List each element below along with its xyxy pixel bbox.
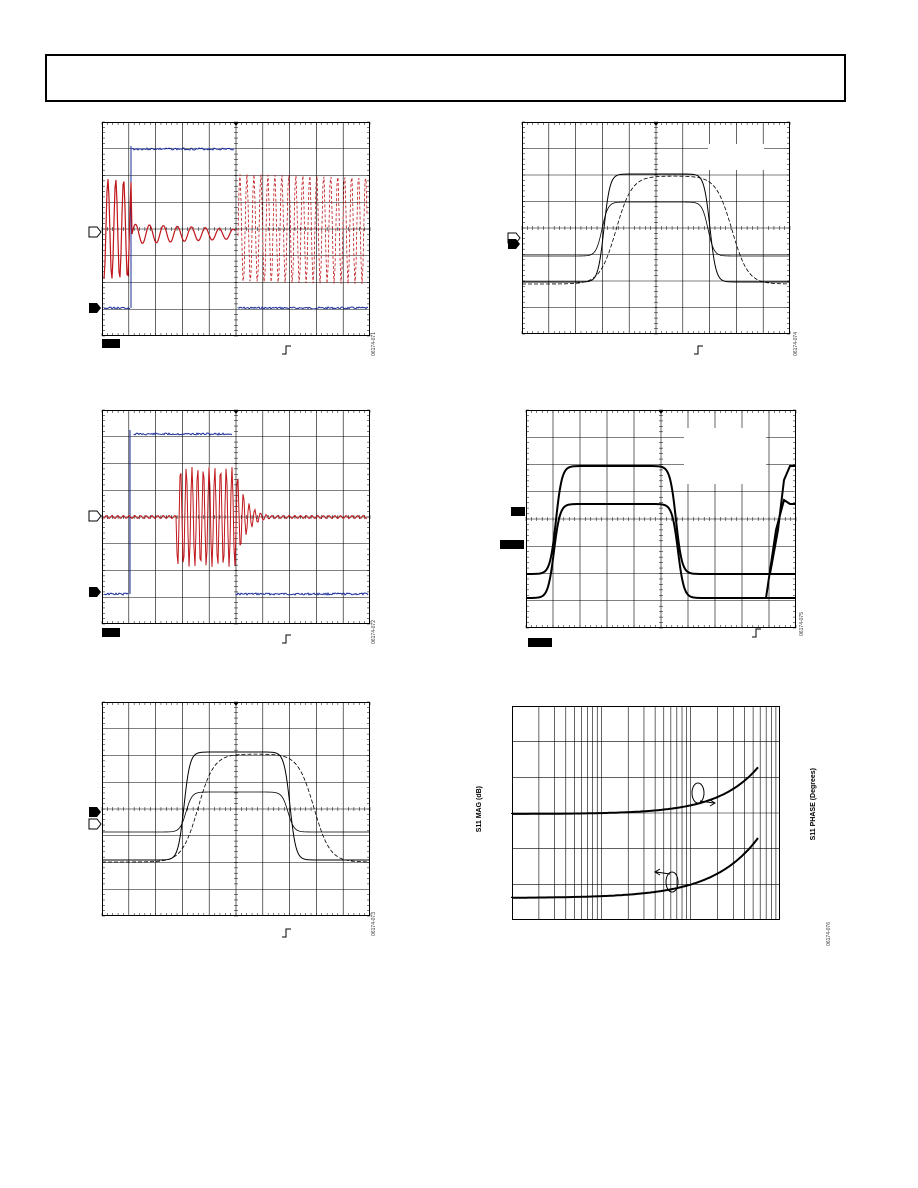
channel-tag-5b (500, 540, 524, 549)
channel-marker-1a (88, 226, 102, 238)
s11-phase-axis-label: S11 PHASE (Degrees) (810, 768, 817, 841)
channel-tag-5c (528, 638, 552, 647)
scope-plot-4 (522, 122, 790, 334)
channel-marker-2a (88, 510, 102, 522)
channel-marker-4b (507, 238, 521, 250)
channel-marker-1b (88, 302, 102, 314)
channel-marker-3a (88, 806, 102, 818)
trigger-icon-2 (282, 634, 292, 644)
trigger-icon-5 (752, 628, 762, 638)
channel-marker-2b (88, 586, 102, 598)
figure-id-3: 06174-073 (371, 912, 377, 936)
scope-plot-2 (102, 410, 370, 624)
legend-blank (684, 428, 766, 484)
legend-blank (708, 144, 764, 170)
trigger-icon-4 (694, 345, 704, 355)
channel-tag-1 (102, 339, 120, 348)
figure-id-5: 06174-075 (799, 612, 805, 636)
scope-plot-3 (102, 702, 370, 916)
trigger-icon-1 (282, 345, 292, 355)
trigger-icon-3 (282, 928, 292, 938)
scope-plot-1 (102, 122, 370, 336)
figure-id-4: 06174-074 (793, 332, 799, 356)
figure-id-6: 06174-076 (826, 922, 832, 946)
s11-mag-axis-label: S11 MAG (dB) (476, 786, 483, 833)
s11-chart (512, 706, 780, 920)
channel-tag-2 (102, 628, 120, 637)
channel-tag-5a (511, 507, 525, 516)
channel-marker-3b (88, 818, 102, 830)
page-header-frame (45, 54, 846, 102)
figure-id-2: 06174-072 (371, 620, 377, 644)
scope-plot-1-svg (102, 122, 370, 336)
figure-id-1: 06174-071 (371, 332, 377, 356)
scope-plot-5 (526, 410, 796, 628)
